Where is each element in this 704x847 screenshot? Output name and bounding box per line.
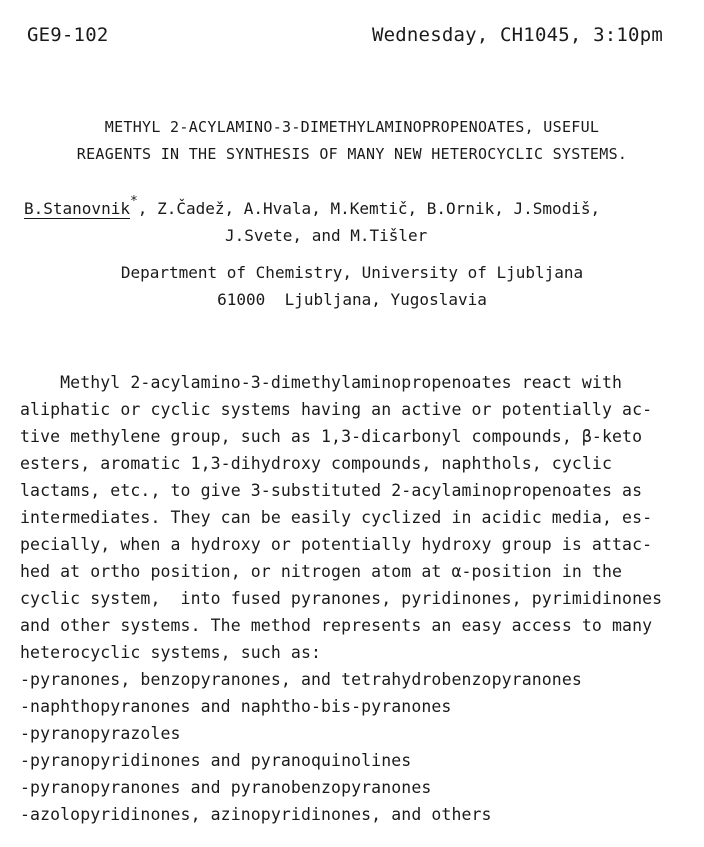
title-line-2: REAGENTS IN THE SYNTHESIS OF MANY NEW HETEROCYCLIC SYSTEMS.	[76, 145, 628, 163]
list-item: -pyranopyrazoles	[20, 724, 181, 743]
abstract-line: aliphatic or cyclic systems having an active or potentially ac-	[20, 400, 653, 419]
abstract-line: and other systems. The method represents an easy access to many	[20, 616, 653, 635]
abstract-line: cyclic system, into fused pyranones, pyridinones, pyrimidinones	[20, 589, 663, 608]
presenting-author: B.Stanovnik	[24, 199, 130, 218]
abstract-line: esters, aromatic 1,3-dihydroxy compounds, naphthols, cyclic	[20, 454, 612, 473]
abstract-line: pecially, when a hydroxy or potentially hydroxy group is attac-	[20, 535, 653, 554]
authors-line-2: J.Svete, and M.Tišler	[225, 226, 428, 245]
abstract-line: intermediates. They can be easily cyclized in acidic media, es-	[20, 508, 653, 527]
abstract-line: tive methylene group, such as 1,3-dicarbonyl compounds, β-keto	[20, 427, 643, 446]
presenter-mark: *	[129, 194, 138, 209]
affiliation-address: 61000 Ljubljana, Yugoslavia	[217, 290, 487, 309]
abstract-line: lactams, etc., to give 3-substituted 2-acylaminopropenoates as	[20, 481, 643, 500]
abstract-line: heterocyclic systems, such as:	[20, 643, 322, 662]
authors-line-1	[24, 194, 601, 218]
list-item: -pyranones, benzopyranones, and tetrahydrobenzopyranones	[20, 670, 582, 689]
co-authors: , Z.Čadež, A.Hvala, M.Kemtič, B.Ornik, J.Smodiš,	[137, 199, 601, 218]
abstract-line: Methyl 2-acylamino-3-dimethylaminopropenoates react with	[20, 373, 623, 392]
list-item: -azolopyridinones, azinopyridinones, and others	[20, 805, 492, 824]
list-item: -pyranopyridinones and pyranoquinolines	[20, 751, 412, 770]
list-item: -pyranopyranones and pyranobenzopyranones	[20, 778, 432, 797]
session-code: GE9-102	[27, 24, 109, 46]
list-item: -naphthopyranones and naphtho-bis-pyranones	[20, 697, 452, 716]
title-line-1: METHYL 2-ACYLAMINO-3-DIMETHYLAMINOPROPENOATES, USEFUL	[104, 118, 600, 136]
affiliation-department: Department of Chemistry, University of Ljubljana	[120, 263, 584, 282]
abstract-line: hed at ortho position, or nitrogen atom at α-position in the	[20, 562, 623, 581]
session-schedule: Wednesday, CH1045, 3:10pm	[372, 24, 663, 46]
